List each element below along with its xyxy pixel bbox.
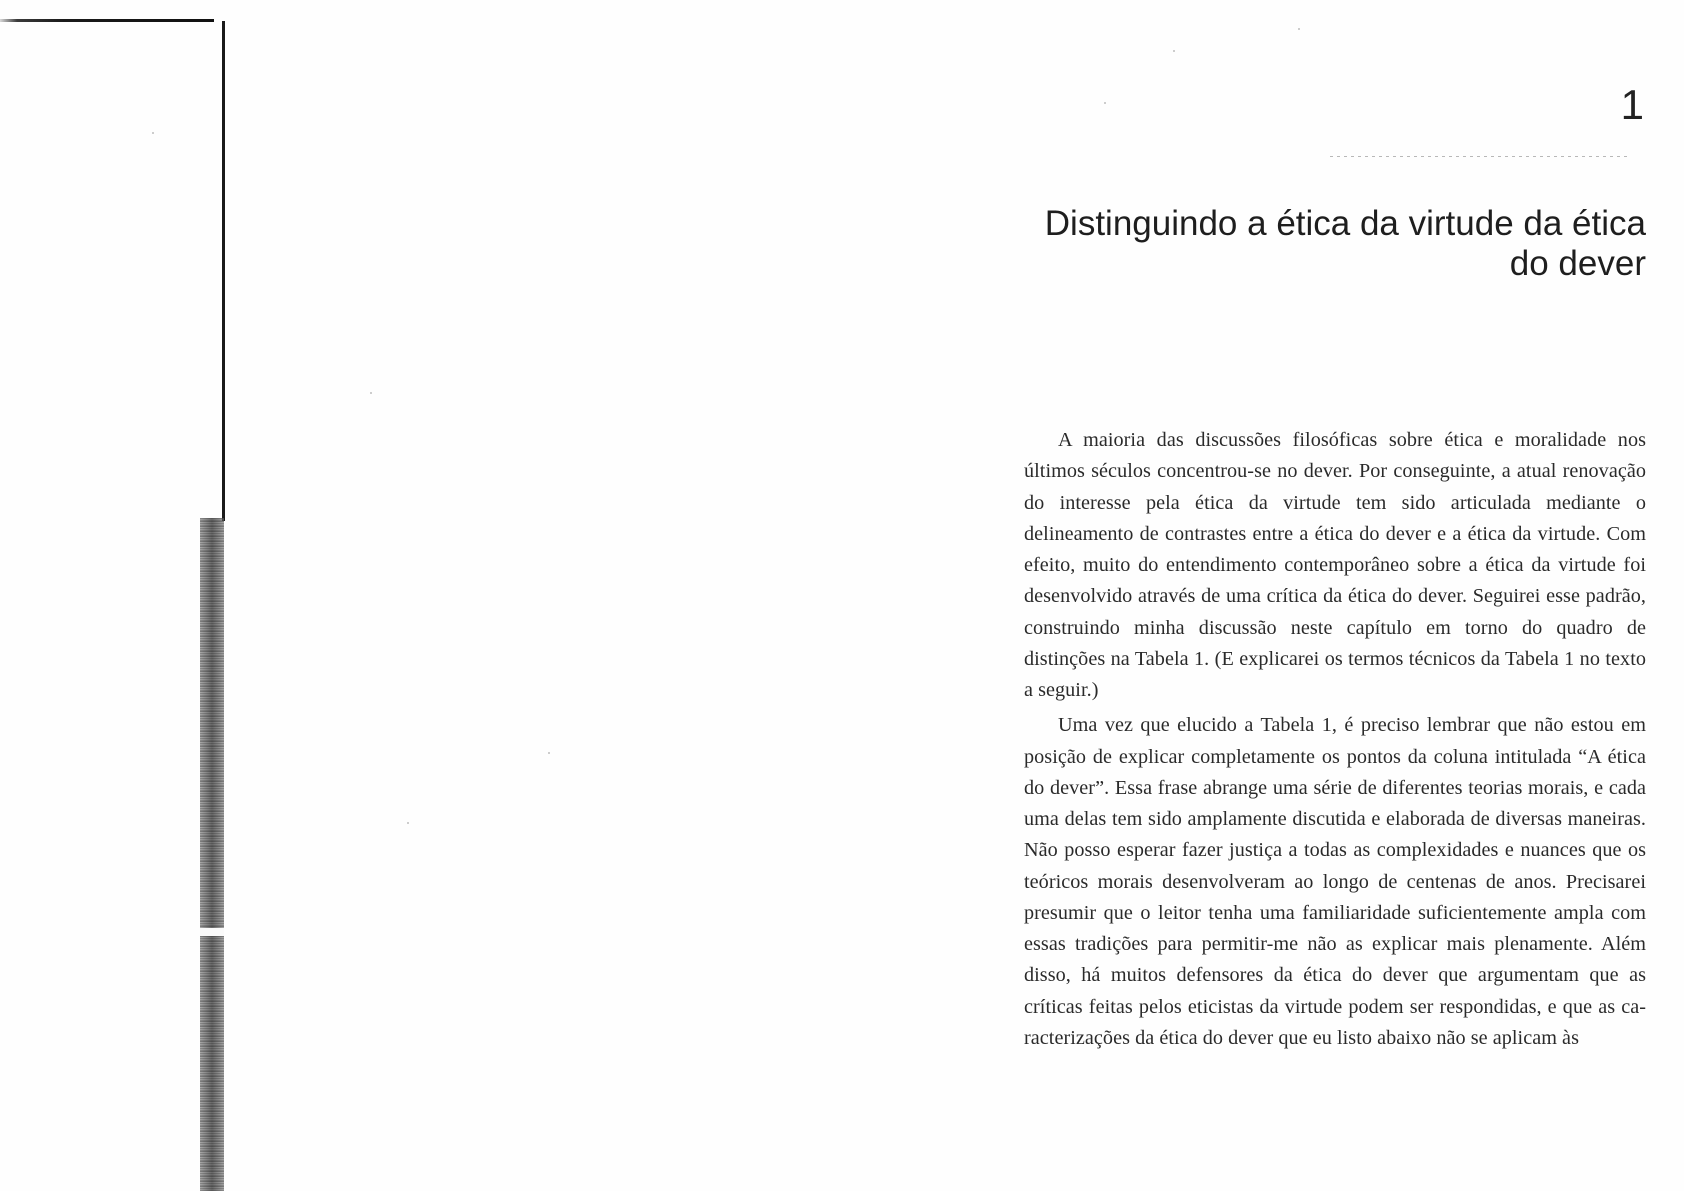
paragraph-2: Uma vez que elucido a Tabela 1, é preciso lembrar que não estou em posição de explicar completamente os pontos da coluna intitulada “A ética do dever”. Essa frase abrange uma série de diferentes teorias morais, e cada uma delas tem sido amplamente discutida e elaborada de diversas maneiras. Não posso esperar fazer justiça a todas as complexidades e nuances que os teóricos morais desenvolveram ao longo de centenas de anos. Precisarei presumir que o leitor tenha uma familiaridade suficientemente ampla com essas tradições para permitir-me não as explicar mais plenamente. Além disso, há muitos defensores da ética do dever que argumentam que as críticas feitas pelos eticistas da virtude podem ser respondidas, e que as caracterizações da ética do dever que eu listo abaixo não se aplicam às — [1024, 714, 1646, 1049]
chapter-title-line2: do dever — [1509, 244, 1646, 283]
scan-speck — [548, 752, 550, 754]
scan-speck — [1104, 102, 1106, 104]
scan-edge-rule — [0, 19, 214, 22]
scan-speck — [152, 132, 154, 134]
scan-speck — [370, 392, 372, 394]
chapter-title-line1: Distinguindo a ética da virtude da ética — [1044, 204, 1646, 243]
body-text — [1024, 425, 1646, 1058]
paragraph-1: A maioria das discussões filosóficas sobre ética e moralidade nos últimos séculos concentrou-se no dever. Por conseguinte, a atual renovação do interesse pela ética da virtude tem sido articulada mediante o delineamento de contrastes entre a ética do dever e a ética da virtude. Com efeito, muito do entendimento contemporâneo sobre a ética da virtude foi desenvolvido através de uma crítica da ética do dever. Seguirei esse padrão, construindo minha discussão neste capítulo em torno do quadro de distinções na Tabela 1. (E explicarei os termos técnicos da Tabela 1 no texto a seguir.) — [1024, 429, 1646, 701]
gutter-line — [222, 21, 225, 521]
scan-speck — [1173, 50, 1175, 52]
scan-speck — [407, 822, 409, 824]
chapter-rule — [1330, 156, 1630, 157]
chapter-title — [1000, 204, 1646, 284]
chapter-number: 1 — [1620, 81, 1644, 128]
gutter-gap — [200, 928, 224, 936]
gutter-shadow — [200, 518, 224, 1191]
scan-speck — [1298, 28, 1300, 30]
